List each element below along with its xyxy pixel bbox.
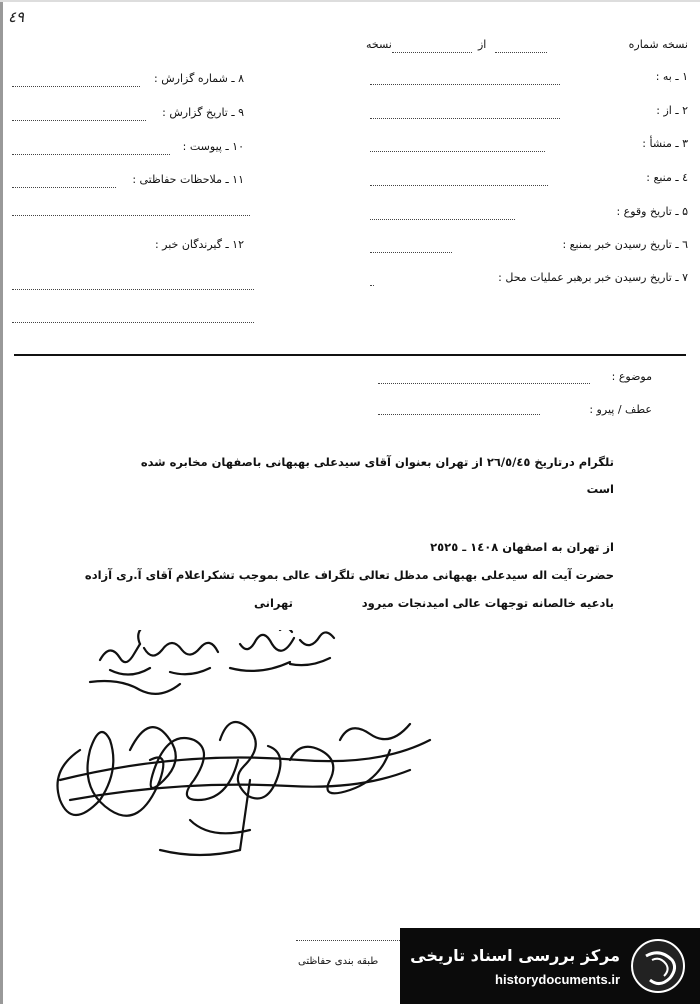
field-security-notes-blank-2	[12, 215, 250, 216]
telegram-text-line1: حضرت آیت اله سیدعلی بهبهانی مدظل تعالی تلگراف عالی بموجب تشکراعلام آقای آ.ری آزاده	[84, 568, 614, 582]
archive-logo-icon	[630, 938, 686, 994]
field-report-number-blank	[12, 86, 140, 87]
field-security-notes-blank	[12, 187, 116, 188]
field-source-receipt-date: ٦ ـ تاریخ رسیدن خبر بمنبع :	[562, 238, 688, 251]
field-source-blank	[370, 185, 548, 186]
copy-number-label: نسخه شماره	[628, 38, 688, 51]
field-attachment: ۱۰ ـ پیوست :	[182, 140, 244, 153]
field-from-blank	[370, 118, 560, 119]
field-security-notes: ۱۱ ـ ملاحظات حفاظتی :	[132, 173, 244, 186]
handwritten-annotation	[40, 630, 440, 870]
scan-edge	[0, 0, 3, 1004]
reference-label: عطف / پیرو :	[589, 403, 652, 416]
field-leader-receipt-date: ۷ ـ تاریخ رسیدن خبر برهبر عملیات محل :	[498, 271, 688, 284]
telegram-heading-line1: تلگرام درتاریخ ٢٦/٥/٤٥ از تهران بعنوان آقای سیدعلی بهبهانی باصفهان مخابره شده	[140, 455, 614, 469]
copy-suffix-label: نسخه	[366, 38, 392, 51]
telegram-text-line2: بادعیه خالصانه توجهات عالی امیدنجات میرود	[361, 596, 614, 610]
telegram-signoff: تهرانی	[254, 596, 293, 610]
field-attachment-blank	[12, 154, 170, 155]
field-from: ۲ ـ از :	[656, 104, 688, 117]
copy-of-label: از	[478, 38, 487, 51]
telegram-heading-line2: است	[586, 482, 614, 496]
field-recipients: ۱۲ ـ گیرندگان خبر :	[154, 238, 244, 251]
field-source-receipt-date-blank	[370, 252, 452, 253]
field-to: ۱ ـ به :	[655, 70, 688, 83]
field-to-blank	[370, 84, 560, 85]
scan-edge-top	[0, 0, 700, 2]
archive-watermark	[400, 928, 700, 1004]
field-recipients-blank-1	[12, 289, 254, 290]
field-origin: ۳ ـ منشأ :	[642, 137, 688, 150]
copy-number-blank	[495, 52, 547, 53]
field-report-date-blank	[12, 120, 146, 121]
archive-url: historydocuments.ir	[495, 972, 620, 987]
page-number: ٤٩	[8, 8, 25, 26]
field-event-date-blank	[370, 219, 515, 220]
telegram-route: از تهران به اصفهان ١٤٠٨ ـ ٢٥٢٥	[430, 540, 614, 554]
copy-total-blank	[392, 52, 472, 53]
archive-org-name: مرکز بررسی اسناد تاریخی	[410, 946, 620, 965]
field-event-date: ۵ ـ تاریخ وقوع :	[616, 205, 688, 218]
reference-blank	[378, 414, 540, 415]
field-leader-receipt-date-blank	[370, 285, 374, 286]
field-report-date: ۹ ـ تاریخ گزارش :	[162, 106, 244, 119]
field-recipients-blank-2	[12, 322, 254, 323]
classification-label: طبقه بندی حفاظتی	[298, 956, 379, 967]
field-source: ٤ ـ منبع :	[646, 171, 688, 184]
field-report-number: ۸ ـ شماره گزارش :	[154, 72, 244, 85]
subject-label: موضوع :	[611, 370, 652, 383]
section-divider	[14, 354, 686, 356]
subject-blank	[378, 383, 590, 384]
field-origin-blank	[370, 151, 545, 152]
